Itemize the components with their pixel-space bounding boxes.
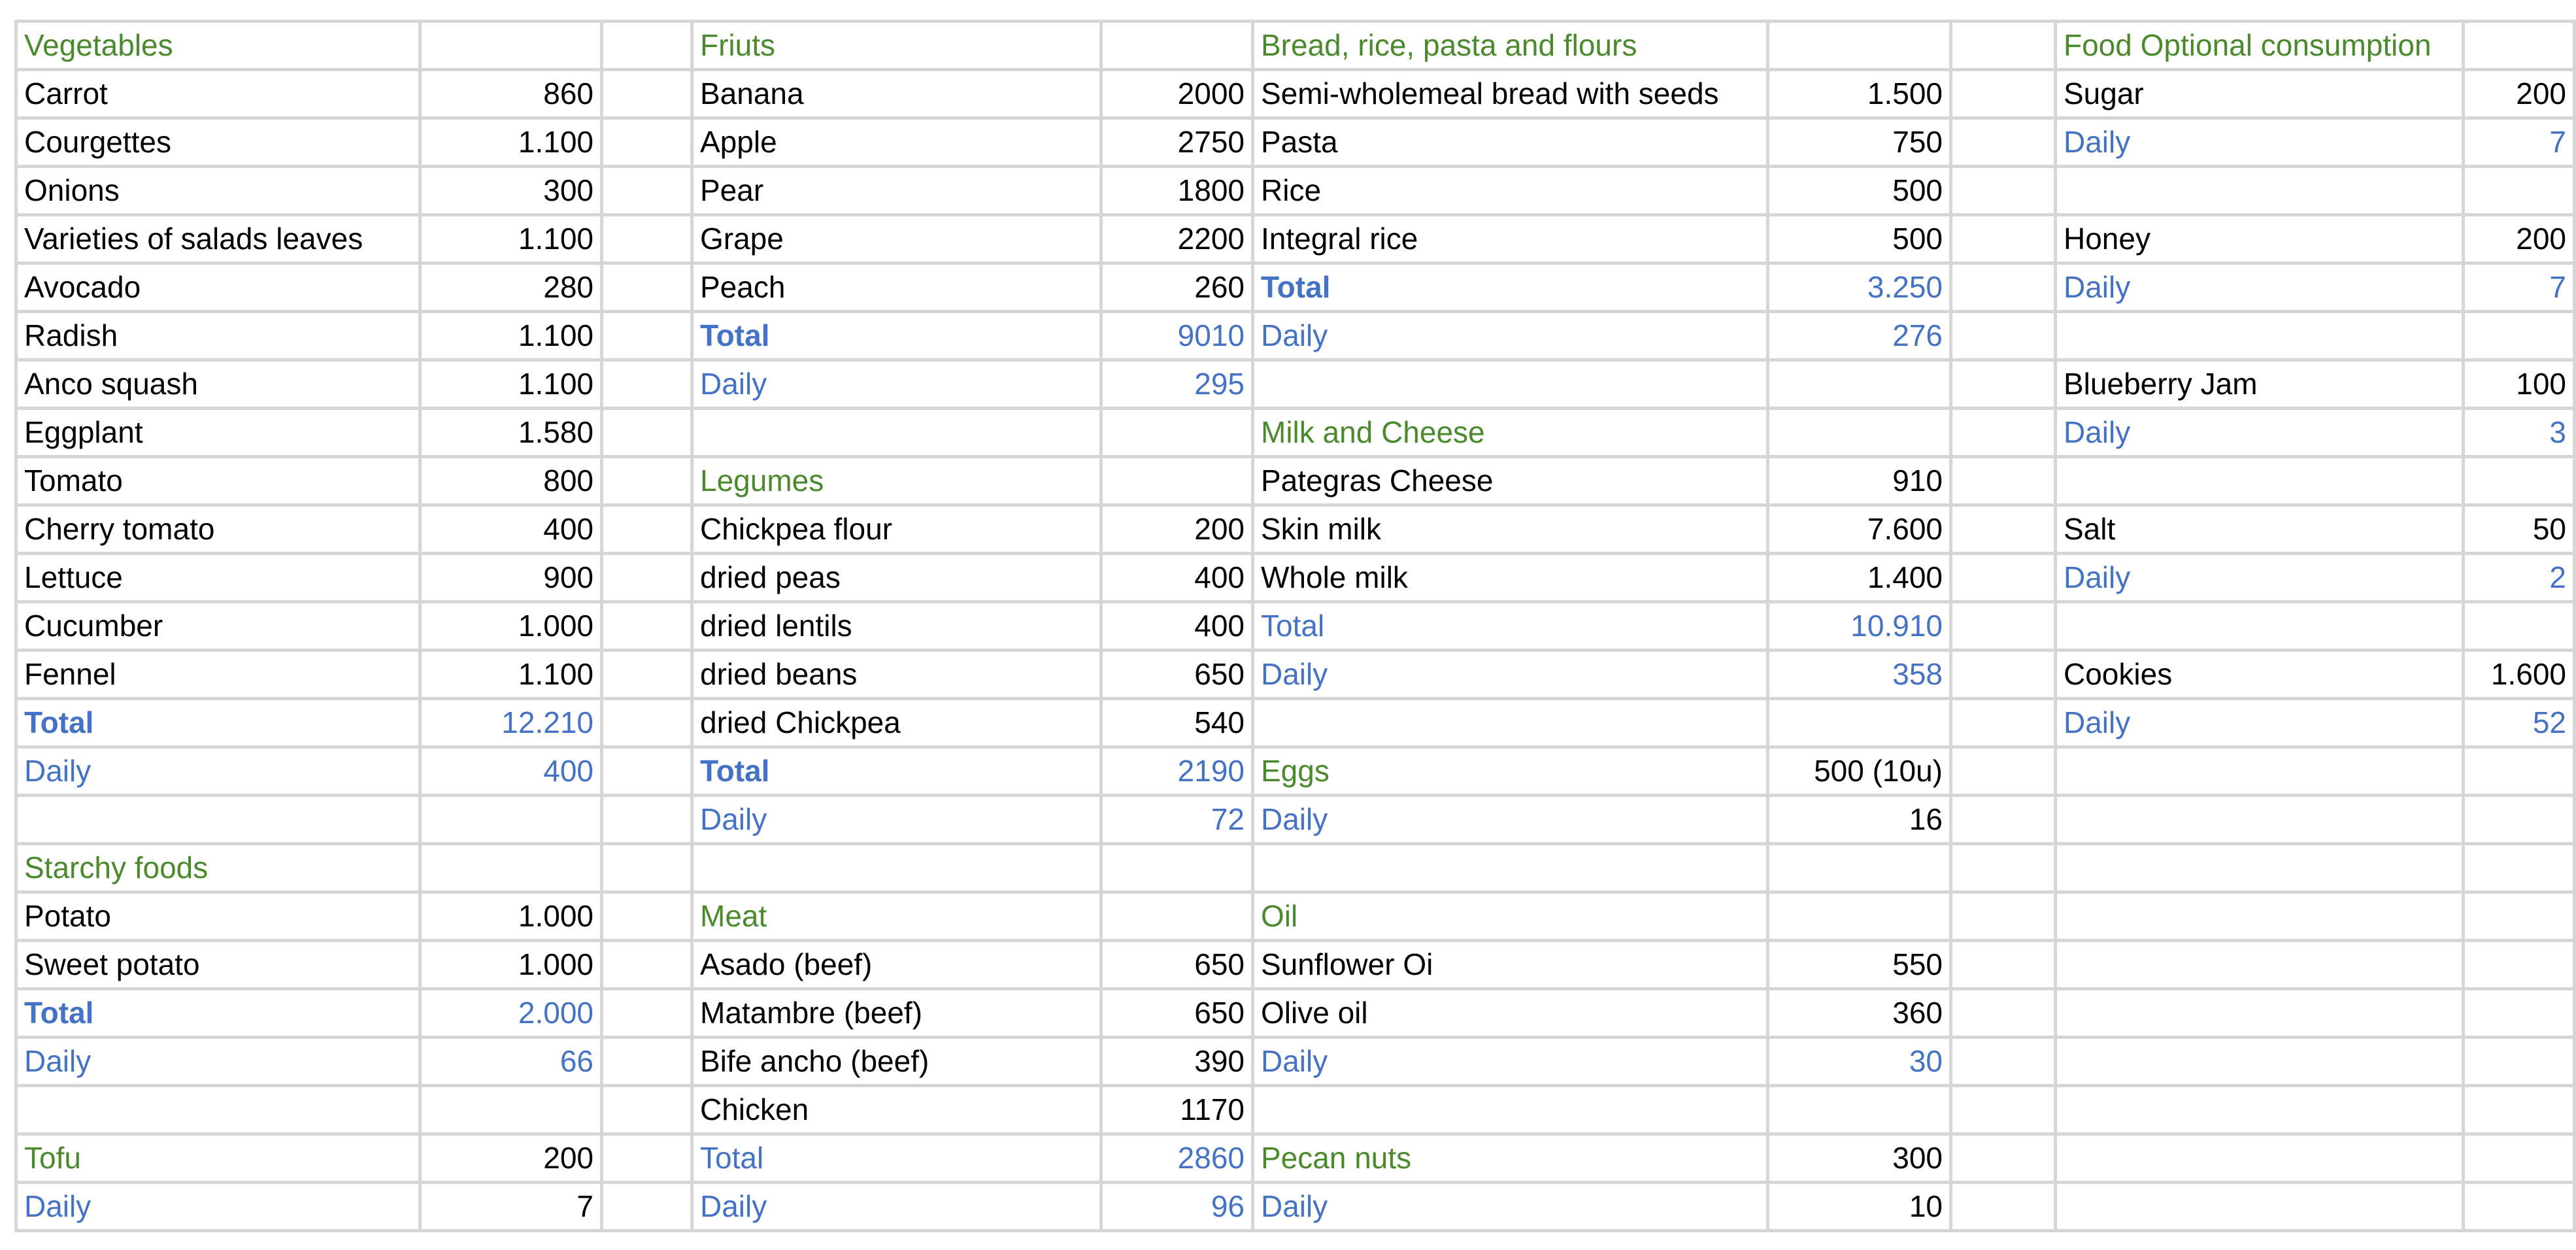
cell-r13-c7[interactable]: 10.910	[1769, 603, 1952, 652]
cell-r21-c2[interactable]: 2.000	[422, 990, 603, 1039]
cell-r19-c9[interactable]	[2057, 894, 2465, 942]
cell-r3-c8[interactable]	[1952, 120, 2057, 168]
cell-r20-c7[interactable]: 550	[1769, 942, 1952, 990]
cell-r19-c2[interactable]: 1.000	[422, 894, 603, 942]
cell-r4-c7[interactable]: 500	[1769, 168, 1952, 216]
cell-r15-c10[interactable]: 52	[2465, 700, 2576, 749]
cell-r14-c7[interactable]: 358	[1769, 652, 1952, 700]
cell-r15-c2[interactable]: 12.210	[422, 700, 603, 749]
cell-r10-c10[interactable]	[2465, 458, 2576, 507]
cell-r7-c4[interactable]: Total	[694, 313, 1103, 362]
cell-r23-c9[interactable]	[2057, 1087, 2465, 1136]
cell-r4-c1[interactable]: Onions	[18, 168, 422, 216]
cell-r17-c10[interactable]	[2465, 797, 2576, 845]
cell-r9-c6[interactable]: Milk and Cheese	[1254, 410, 1769, 458]
cell-r19-c6[interactable]: Oil	[1254, 894, 1769, 942]
cell-r17-c9[interactable]	[2057, 797, 2465, 845]
cell-r2-c9[interactable]: Sugar	[2057, 71, 2465, 120]
cell-r21-c5[interactable]: 650	[1103, 990, 1254, 1039]
cell-r13-c6[interactable]: Total	[1254, 603, 1769, 652]
cell-r21-c10[interactable]	[2465, 990, 2576, 1039]
cell-r16-c2[interactable]: 400	[422, 749, 603, 797]
cell-r23-c2[interactable]	[422, 1087, 603, 1136]
cell-r19-c5[interactable]	[1103, 894, 1254, 942]
cell-r14-c6[interactable]: Daily	[1254, 652, 1769, 700]
cell-r12-c8[interactable]	[1952, 555, 2057, 603]
cell-r12-c4[interactable]: dried peas	[694, 555, 1103, 603]
cell-r15-c4[interactable]: dried Chickpea	[694, 700, 1103, 749]
cell-r4-c4[interactable]: Pear	[694, 168, 1103, 216]
cell-r5-c9[interactable]: Honey	[2057, 216, 2465, 265]
cell-r16-c5[interactable]: 2190	[1103, 749, 1254, 797]
cell-r3-c7[interactable]: 750	[1769, 120, 1952, 168]
cell-r12-c3[interactable]	[603, 555, 694, 603]
cell-r23-c1[interactable]	[18, 1087, 422, 1136]
cell-r6-c3[interactable]	[603, 265, 694, 313]
cell-r18-c1[interactable]: Starchy foods	[18, 845, 422, 894]
cell-r15-c5[interactable]: 540	[1103, 700, 1254, 749]
cell-r19-c7[interactable]	[1769, 894, 1952, 942]
cell-r16-c7[interactable]: 500 (10u)	[1769, 749, 1952, 797]
cell-r2-c8[interactable]	[1952, 71, 2057, 120]
cell-r5-c5[interactable]: 2200	[1103, 216, 1254, 265]
cell-r10-c6[interactable]: Pategras Cheese	[1254, 458, 1769, 507]
cell-r19-c1[interactable]: Potato	[18, 894, 422, 942]
cell-r6-c10[interactable]: 7	[2465, 265, 2576, 313]
cell-r25-c8[interactable]	[1952, 1184, 2057, 1232]
cell-r11-c8[interactable]	[1952, 507, 2057, 555]
cell-r12-c7[interactable]: 1.400	[1769, 555, 1952, 603]
cell-r9-c1[interactable]: Eggplant	[18, 410, 422, 458]
cell-r19-c4[interactable]: Meat	[694, 894, 1103, 942]
cell-r2-c5[interactable]: 2000	[1103, 71, 1254, 120]
cell-r20-c9[interactable]	[2057, 942, 2465, 990]
cell-r4-c3[interactable]	[603, 168, 694, 216]
cell-r12-c1[interactable]: Lettuce	[18, 555, 422, 603]
cell-r17-c3[interactable]	[603, 797, 694, 845]
cell-r22-c1[interactable]: Daily	[18, 1039, 422, 1087]
cell-r3-c9[interactable]: Daily	[2057, 120, 2465, 168]
cell-r13-c5[interactable]: 400	[1103, 603, 1254, 652]
cell-r3-c2[interactable]: 1.100	[422, 120, 603, 168]
cell-r17-c7[interactable]: 16	[1769, 797, 1952, 845]
cell-r8-c3[interactable]	[603, 362, 694, 410]
cell-r7-c6[interactable]: Daily	[1254, 313, 1769, 362]
cell-r1-c5[interactable]	[1103, 23, 1254, 71]
cell-r4-c5[interactable]: 1800	[1103, 168, 1254, 216]
cell-r1-c1[interactable]: Vegetables	[18, 23, 422, 71]
cell-r21-c1[interactable]: Total	[18, 990, 422, 1039]
cell-r23-c6[interactable]	[1254, 1087, 1769, 1136]
cell-r11-c5[interactable]: 200	[1103, 507, 1254, 555]
cell-r25-c3[interactable]	[603, 1184, 694, 1232]
cell-r14-c5[interactable]: 650	[1103, 652, 1254, 700]
cell-r19-c3[interactable]	[603, 894, 694, 942]
cell-r3-c5[interactable]: 2750	[1103, 120, 1254, 168]
cell-r2-c6[interactable]: Semi-wholemeal bread with seeds	[1254, 71, 1769, 120]
cell-r25-c1[interactable]: Daily	[18, 1184, 422, 1232]
cell-r6-c6[interactable]: Total	[1254, 265, 1769, 313]
cell-r14-c2[interactable]: 1.100	[422, 652, 603, 700]
cell-r8-c1[interactable]: Anco squash	[18, 362, 422, 410]
cell-r7-c3[interactable]	[603, 313, 694, 362]
cell-r20-c5[interactable]: 650	[1103, 942, 1254, 990]
cell-r15-c8[interactable]	[1952, 700, 2057, 749]
cell-r11-c4[interactable]: Chickpea flour	[694, 507, 1103, 555]
cell-r17-c4[interactable]: Daily	[694, 797, 1103, 845]
cell-r9-c9[interactable]: Daily	[2057, 410, 2465, 458]
cell-r24-c10[interactable]	[2465, 1136, 2576, 1184]
cell-r18-c4[interactable]	[694, 845, 1103, 894]
cell-r8-c9[interactable]: Blueberry Jam	[2057, 362, 2465, 410]
cell-r20-c2[interactable]: 1.000	[422, 942, 603, 990]
cell-r24-c3[interactable]	[603, 1136, 694, 1184]
cell-r18-c9[interactable]	[2057, 845, 2465, 894]
cell-r17-c6[interactable]: Daily	[1254, 797, 1769, 845]
cell-r23-c3[interactable]	[603, 1087, 694, 1136]
cell-r22-c2[interactable]: 66	[422, 1039, 603, 1087]
cell-r24-c6[interactable]: Pecan nuts	[1254, 1136, 1769, 1184]
cell-r22-c8[interactable]	[1952, 1039, 2057, 1087]
cell-r8-c7[interactable]	[1769, 362, 1952, 410]
cell-r20-c8[interactable]	[1952, 942, 2057, 990]
cell-r10-c7[interactable]: 910	[1769, 458, 1952, 507]
cell-r25-c7[interactable]: 10	[1769, 1184, 1952, 1232]
cell-r4-c8[interactable]	[1952, 168, 2057, 216]
cell-r9-c8[interactable]	[1952, 410, 2057, 458]
cell-r24-c5[interactable]: 2860	[1103, 1136, 1254, 1184]
cell-r2-c10[interactable]: 200	[2465, 71, 2576, 120]
cell-r3-c4[interactable]: Apple	[694, 120, 1103, 168]
cell-r16-c8[interactable]	[1952, 749, 2057, 797]
cell-r22-c10[interactable]	[2465, 1039, 2576, 1087]
cell-r11-c7[interactable]: 7.600	[1769, 507, 1952, 555]
cell-r10-c4[interactable]: Legumes	[694, 458, 1103, 507]
cell-r14-c10[interactable]: 1.600	[2465, 652, 2576, 700]
cell-r21-c4[interactable]: Matambre (beef)	[694, 990, 1103, 1039]
cell-r24-c4[interactable]: Total	[694, 1136, 1103, 1184]
cell-r24-c1[interactable]: Tofu	[18, 1136, 422, 1184]
cell-r13-c8[interactable]	[1952, 603, 2057, 652]
cell-r24-c9[interactable]	[2057, 1136, 2465, 1184]
cell-r1-c10[interactable]	[2465, 23, 2576, 71]
cell-r12-c10[interactable]: 2	[2465, 555, 2576, 603]
cell-r25-c6[interactable]: Daily	[1254, 1184, 1769, 1232]
cell-r18-c8[interactable]	[1952, 845, 2057, 894]
cell-r6-c5[interactable]: 260	[1103, 265, 1254, 313]
cell-r13-c1[interactable]: Cucumber	[18, 603, 422, 652]
cell-r9-c10[interactable]: 3	[2465, 410, 2576, 458]
cell-r7-c2[interactable]: 1.100	[422, 313, 603, 362]
cell-r21-c8[interactable]	[1952, 990, 2057, 1039]
cell-r2-c3[interactable]	[603, 71, 694, 120]
cell-r9-c5[interactable]	[1103, 410, 1254, 458]
cell-r20-c4[interactable]: Asado (beef)	[694, 942, 1103, 990]
cell-r10-c1[interactable]: Tomato	[18, 458, 422, 507]
cell-r2-c2[interactable]: 860	[422, 71, 603, 120]
cell-r20-c10[interactable]	[2465, 942, 2576, 990]
cell-r18-c3[interactable]	[603, 845, 694, 894]
cell-r14-c4[interactable]: dried beans	[694, 652, 1103, 700]
cell-r2-c7[interactable]: 1.500	[1769, 71, 1952, 120]
cell-r12-c9[interactable]: Daily	[2057, 555, 2465, 603]
cell-r20-c3[interactable]	[603, 942, 694, 990]
cell-r24-c7[interactable]: 300	[1769, 1136, 1952, 1184]
cell-r10-c9[interactable]	[2057, 458, 2465, 507]
cell-r22-c6[interactable]: Daily	[1254, 1039, 1769, 1087]
cell-r11-c10[interactable]: 50	[2465, 507, 2576, 555]
cell-r14-c3[interactable]	[603, 652, 694, 700]
cell-r24-c2[interactable]: 200	[422, 1136, 603, 1184]
cell-r6-c4[interactable]: Peach	[694, 265, 1103, 313]
cell-r6-c8[interactable]	[1952, 265, 2057, 313]
cell-r7-c1[interactable]: Radish	[18, 313, 422, 362]
cell-r18-c2[interactable]	[422, 845, 603, 894]
cell-r6-c2[interactable]: 280	[422, 265, 603, 313]
cell-r23-c5[interactable]: 1170	[1103, 1087, 1254, 1136]
cell-r20-c1[interactable]: Sweet potato	[18, 942, 422, 990]
cell-r21-c9[interactable]	[2057, 990, 2465, 1039]
cell-r5-c3[interactable]	[603, 216, 694, 265]
cell-r8-c5[interactable]: 295	[1103, 362, 1254, 410]
cell-r11-c2[interactable]: 400	[422, 507, 603, 555]
cell-r1-c6[interactable]: Bread, rice, pasta and flours	[1254, 23, 1769, 71]
cell-r18-c10[interactable]	[2465, 845, 2576, 894]
cell-r13-c10[interactable]	[2465, 603, 2576, 652]
cell-r1-c3[interactable]	[603, 23, 694, 71]
cell-r3-c10[interactable]: 7	[2465, 120, 2576, 168]
cell-r3-c1[interactable]: Courgettes	[18, 120, 422, 168]
cell-r16-c1[interactable]: Daily	[18, 749, 422, 797]
cell-r8-c8[interactable]	[1952, 362, 2057, 410]
cell-r4-c6[interactable]: Rice	[1254, 168, 1769, 216]
cell-r17-c5[interactable]: 72	[1103, 797, 1254, 845]
cell-r9-c7[interactable]	[1769, 410, 1952, 458]
cell-r6-c7[interactable]: 3.250	[1769, 265, 1952, 313]
cell-r17-c2[interactable]	[422, 797, 603, 845]
cell-r19-c10[interactable]	[2465, 894, 2576, 942]
cell-r24-c8[interactable]	[1952, 1136, 2057, 1184]
cell-r5-c7[interactable]: 500	[1769, 216, 1952, 265]
cell-r6-c9[interactable]: Daily	[2057, 265, 2465, 313]
cell-r25-c9[interactable]	[2057, 1184, 2465, 1232]
cell-r7-c10[interactable]	[2465, 313, 2576, 362]
cell-r5-c8[interactable]	[1952, 216, 2057, 265]
cell-r12-c2[interactable]: 900	[422, 555, 603, 603]
cell-r3-c6[interactable]: Pasta	[1254, 120, 1769, 168]
cell-r14-c8[interactable]	[1952, 652, 2057, 700]
cell-r5-c10[interactable]: 200	[2465, 216, 2576, 265]
cell-r7-c7[interactable]: 276	[1769, 313, 1952, 362]
cell-r2-c1[interactable]: Carrot	[18, 71, 422, 120]
cell-r9-c3[interactable]	[603, 410, 694, 458]
cell-r21-c6[interactable]: Olive oil	[1254, 990, 1769, 1039]
cell-r5-c6[interactable]: Integral rice	[1254, 216, 1769, 265]
cell-r1-c2[interactable]	[422, 23, 603, 71]
cell-r1-c4[interactable]: Friuts	[694, 23, 1103, 71]
cell-r10-c8[interactable]	[1952, 458, 2057, 507]
cell-r8-c10[interactable]: 100	[2465, 362, 2576, 410]
cell-r8-c2[interactable]: 1.100	[422, 362, 603, 410]
cell-r22-c5[interactable]: 390	[1103, 1039, 1254, 1087]
cell-r11-c6[interactable]: Skin milk	[1254, 507, 1769, 555]
cell-r21-c7[interactable]: 360	[1769, 990, 1952, 1039]
cell-r14-c9[interactable]: Cookies	[2057, 652, 2465, 700]
cell-r12-c5[interactable]: 400	[1103, 555, 1254, 603]
cell-r16-c3[interactable]	[603, 749, 694, 797]
cell-r22-c4[interactable]: Bife ancho (beef)	[694, 1039, 1103, 1087]
cell-r25-c5[interactable]: 96	[1103, 1184, 1254, 1232]
food-quantity-grid	[14, 20, 2576, 1232]
cell-r23-c4[interactable]: Chicken	[694, 1087, 1103, 1136]
cell-r13-c4[interactable]: dried lentils	[694, 603, 1103, 652]
cell-r18-c7[interactable]	[1769, 845, 1952, 894]
cell-r15-c9[interactable]: Daily	[2057, 700, 2465, 749]
cell-r16-c9[interactable]	[2057, 749, 2465, 797]
cell-r15-c7[interactable]	[1769, 700, 1952, 749]
cell-r16-c6[interactable]: Eggs	[1254, 749, 1769, 797]
cell-r18-c5[interactable]	[1103, 845, 1254, 894]
cell-r16-c10[interactable]	[2465, 749, 2576, 797]
cell-r15-c1[interactable]: Total	[18, 700, 422, 749]
cell-r13-c3[interactable]	[603, 603, 694, 652]
cell-r10-c3[interactable]	[603, 458, 694, 507]
cell-r7-c5[interactable]: 9010	[1103, 313, 1254, 362]
cell-r17-c8[interactable]	[1952, 797, 2057, 845]
cell-r18-c6[interactable]	[1254, 845, 1769, 894]
cell-r13-c2[interactable]: 1.000	[422, 603, 603, 652]
cell-r1-c9[interactable]: Food Optional consumption	[2057, 23, 2465, 71]
cell-r9-c2[interactable]: 1.580	[422, 410, 603, 458]
cell-r5-c2[interactable]: 1.100	[422, 216, 603, 265]
cell-r23-c8[interactable]	[1952, 1087, 2057, 1136]
cell-r7-c9[interactable]	[2057, 313, 2465, 362]
cell-r8-c6[interactable]	[1254, 362, 1769, 410]
cell-r6-c1[interactable]: Avocado	[18, 265, 422, 313]
cell-r9-c4[interactable]	[694, 410, 1103, 458]
cell-r11-c9[interactable]: Salt	[2057, 507, 2465, 555]
cell-r7-c8[interactable]	[1952, 313, 2057, 362]
cell-r4-c9[interactable]	[2057, 168, 2465, 216]
cell-r12-c6[interactable]: Whole milk	[1254, 555, 1769, 603]
cell-r1-c8[interactable]	[1952, 23, 2057, 71]
cell-r4-c10[interactable]	[2465, 168, 2576, 216]
cell-r5-c4[interactable]: Grape	[694, 216, 1103, 265]
cell-r21-c3[interactable]	[603, 990, 694, 1039]
cell-r22-c3[interactable]	[603, 1039, 694, 1087]
cell-r13-c9[interactable]	[2057, 603, 2465, 652]
cell-r19-c8[interactable]	[1952, 894, 2057, 942]
cell-r4-c2[interactable]: 300	[422, 168, 603, 216]
cell-r23-c10[interactable]	[2465, 1087, 2576, 1136]
cell-r11-c1[interactable]: Cherry tomato	[18, 507, 422, 555]
cell-r11-c3[interactable]	[603, 507, 694, 555]
cell-r23-c7[interactable]	[1769, 1087, 1952, 1136]
cell-r10-c5[interactable]	[1103, 458, 1254, 507]
cell-r15-c3[interactable]	[603, 700, 694, 749]
cell-r16-c4[interactable]: Total	[694, 749, 1103, 797]
cell-r3-c3[interactable]	[603, 120, 694, 168]
cell-r22-c9[interactable]	[2057, 1039, 2465, 1087]
cell-r25-c10[interactable]	[2465, 1184, 2576, 1232]
cell-r22-c7[interactable]: 30	[1769, 1039, 1952, 1087]
cell-r20-c6[interactable]: Sunflower Oi	[1254, 942, 1769, 990]
cell-r10-c2[interactable]: 800	[422, 458, 603, 507]
cell-r25-c4[interactable]: Daily	[694, 1184, 1103, 1232]
cell-r15-c6[interactable]	[1254, 700, 1769, 749]
cell-r8-c4[interactable]: Daily	[694, 362, 1103, 410]
cell-r2-c4[interactable]: Banana	[694, 71, 1103, 120]
cell-r25-c2[interactable]: 7	[422, 1184, 603, 1232]
cell-r5-c1[interactable]: Varieties of salads leaves	[18, 216, 422, 265]
cell-r1-c7[interactable]	[1769, 23, 1952, 71]
cell-r14-c1[interactable]: Fennel	[18, 652, 422, 700]
cell-r17-c1[interactable]	[18, 797, 422, 845]
